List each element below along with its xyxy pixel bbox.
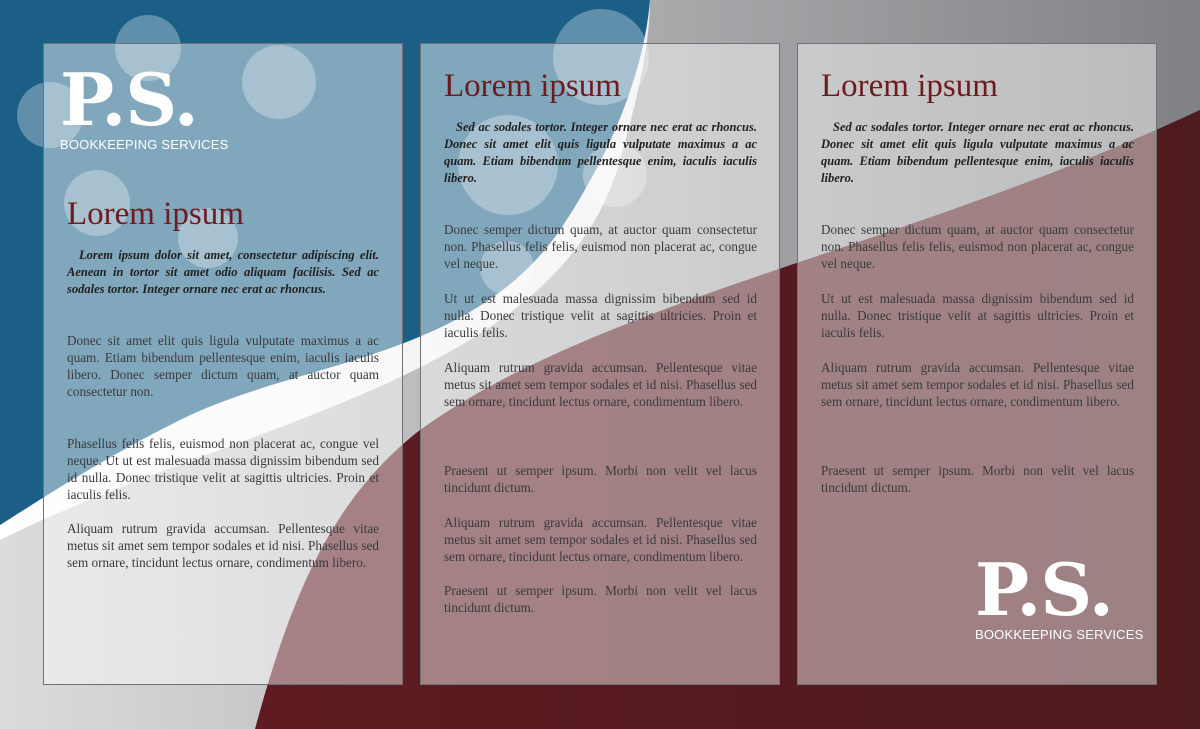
logo-tagline: BOOKKEEPING SERVICES <box>975 627 1144 642</box>
panel-right-heading: Lorem ipsum <box>821 68 998 104</box>
panel-middle-paragraph-5: Aliquam rutrum gravida accumsan. Pellentesque vitae metus sit amet sem tempor sodales et id nisi. Phasellus sed sem ornare, tincidunt lectus ornare, condimentum libero. <box>444 515 757 564</box>
panel-left-paragraph-2: Phasellus felis felis, euismod non placerat ac, congue vel neque. Ut ut est malesuada massa dignissim bibendum sed id nulla. Donec tristique velit at sagittis ultricies. Proin et iaculis felis. <box>67 436 379 502</box>
panel-left-paragraph-1: Donec sit amet elit quis ligula vulputate maximus a ac quam. Etiam bibendum pellentesque enim, iaculis iaculis libero. Donec semper dictum quam, at auctor quam consectetur non. <box>67 333 379 399</box>
panel-middle-paragraph-2: Ut ut est malesuada massa dignissim bibendum sed id nulla. Donec tristique velit at sagittis ultricies. Proin et iaculis felis. <box>444 291 757 340</box>
panel-middle-paragraph-6: Praesent ut semper ipsum. Morbi non velit vel lacus tincidunt dictum. <box>444 583 757 615</box>
logo-bottom <box>975 547 1144 642</box>
panel-right-paragraph-1: Donec semper dictum quam, at auctor quam consectetur non. Phasellus felis felis, euismod non placerat ac, congue vel neque. <box>821 222 1134 271</box>
panel-middle-paragraph-1: Donec semper dictum quam, at auctor quam consectetur non. Phasellus felis felis, euismod non placerat ac, congue vel neque. <box>444 222 757 271</box>
panel-left-heading: Lorem ipsum <box>67 196 244 232</box>
panel-left-lead: Lorem ipsum dolor sit amet, consectetur adipiscing elit. Aenean in tortor sit amet odio aliquam facilisis. Sed ac sodales tortor. Integer ornare nec erat ac rhoncus. <box>67 248 379 296</box>
logo-top <box>60 57 229 152</box>
panel-middle-paragraph-4: Praesent ut semper ipsum. Morbi non velit vel lacus tincidunt dictum. <box>444 463 757 495</box>
panel-right-paragraph-4: Praesent ut semper ipsum. Morbi non velit vel lacus tincidunt dictum. <box>821 463 1134 495</box>
panel-left-paragraph-3: Aliquam rutrum gravida accumsan. Pellentesque vitae metus sit amet sem tempor sodales et id nisi. Phasellus sed sem ornare, tincidunt lectus ornare, condimentum libero. <box>67 521 379 570</box>
panel-right-paragraph-2: Ut ut est malesuada massa dignissim bibendum sed id nulla. Donec tristique velit at sagittis ultricies. Proin et iaculis felis. <box>821 291 1134 340</box>
panel-right-paragraph-3: Aliquam rutrum gravida accumsan. Pellentesque vitae metus sit amet sem tempor sodales et id nisi. Phasellus sed sem ornare, tincidunt lectus ornare, condimentum libero. <box>821 360 1134 409</box>
logo-tagline: BOOKKEEPING SERVICES <box>60 137 229 152</box>
panel-middle-heading: Lorem ipsum <box>444 68 621 104</box>
logo-mark: P.S. <box>975 547 1113 632</box>
panel-middle-lead: Sed ac sodales tortor. Integer ornare nec erat ac rhoncus. Donec sit amet elit quis ligula vulputate maximus a ac quam. Etiam bibendum pellentesque enim, iaculis iaculis libero. <box>444 120 757 185</box>
panel-middle-paragraph-3: Aliquam rutrum gravida accumsan. Pellentesque vitae metus sit amet sem tempor sodales et id nisi. Phasellus sed sem ornare, tincidunt lectus ornare, condimentum libero. <box>444 360 757 409</box>
logo-mark: P.S. <box>60 57 198 142</box>
panel-right-lead: Sed ac sodales tortor. Integer ornare nec erat ac rhoncus. Donec sit amet elit quis ligula vulputate maximus a ac quam. Etiam bibendum pellentesque enim, iaculis iaculis libero. <box>821 120 1134 185</box>
